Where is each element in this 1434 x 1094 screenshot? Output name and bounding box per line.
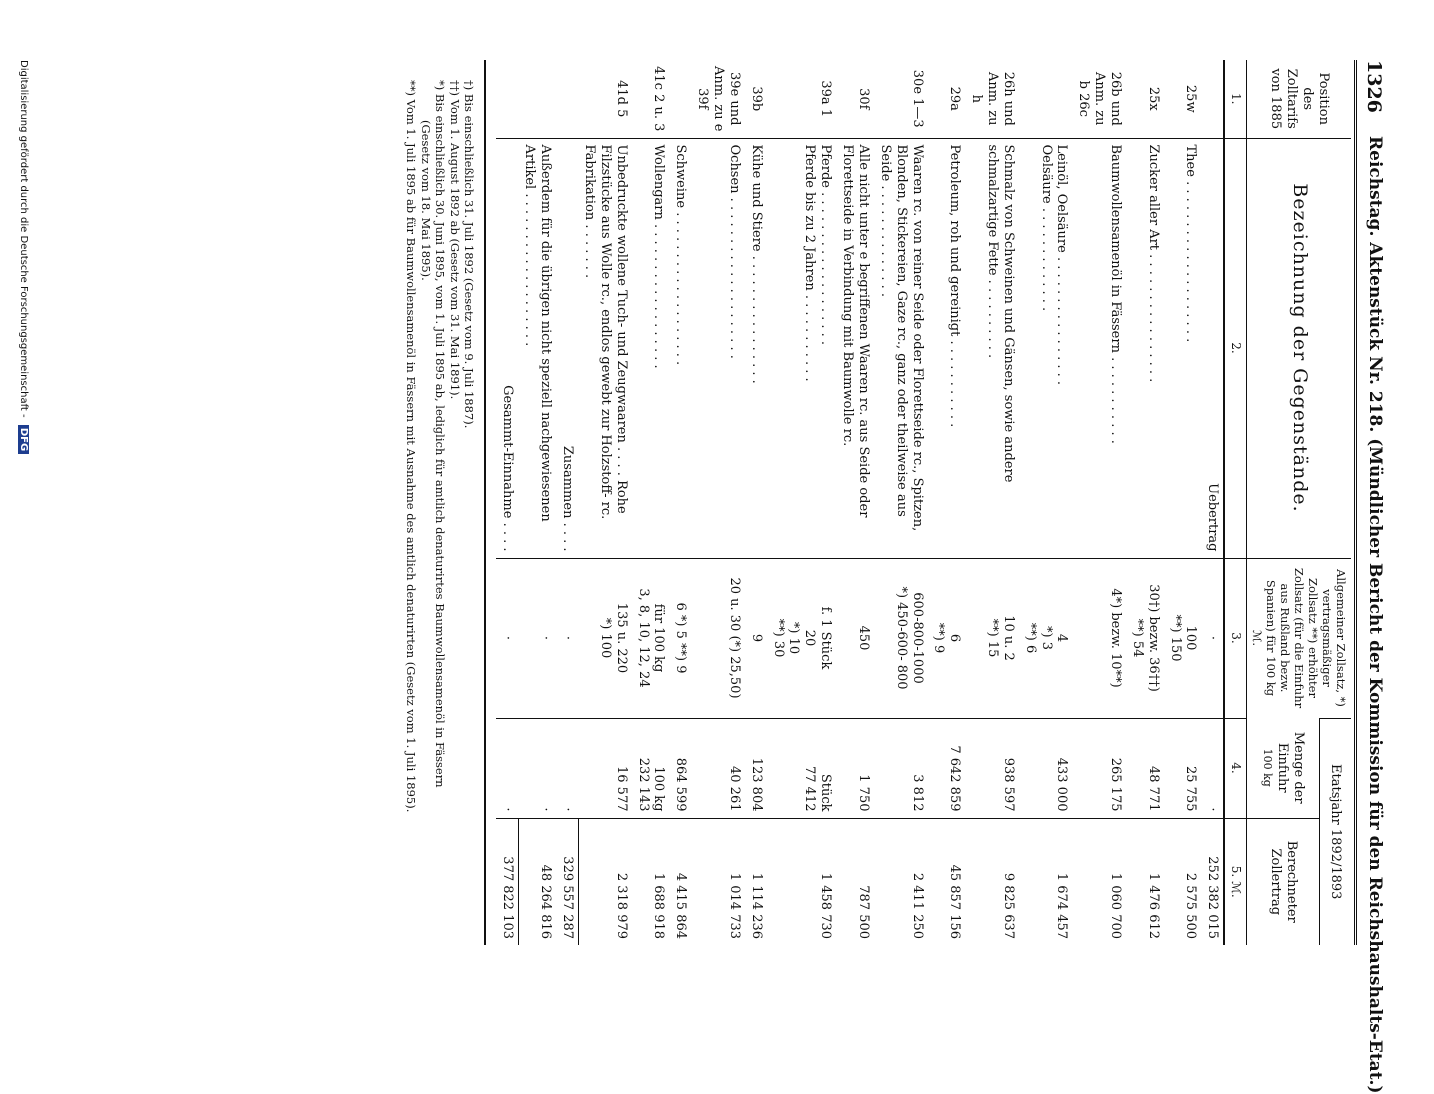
position-cell: 41c 2 u. 3	[651, 66, 667, 132]
table-row	[632, 60, 670, 945]
yield-cell: 1 060 700	[1072, 818, 1126, 945]
total-col4: ·	[496, 718, 518, 818]
rate-cell: f. 1 Stück 20 *) 10 **) 30	[767, 558, 836, 718]
total-yield: 377 822 103	[496, 818, 518, 945]
table-row	[767, 60, 836, 945]
position-cell: 26b und Anm. zu b 26c	[1076, 71, 1123, 126]
sum-yield: 329 557 287	[556, 818, 578, 945]
others-col4: ·	[518, 718, 556, 818]
quantity-cell: 433 000	[1019, 718, 1073, 818]
others-label: Außerdem für die übrigen nicht speziell nachgewiesenen Artikel . . . . . . . . . . . . . . . . . . .	[518, 138, 556, 558]
col1-header: Position des Zolltarifs von 1885	[1246, 60, 1351, 138]
header-rule	[1354, 60, 1357, 945]
position-cell: 30f	[855, 88, 871, 110]
description-cell: Schmalz von Schweinen und Gänsen, sowie andere schmalzartige Fette . . . . . . . . . .	[965, 138, 1019, 558]
table-row	[1072, 60, 1126, 945]
col4-header-unit: 100 kg	[1260, 748, 1274, 787]
quantity-cell: Stück 77 412	[767, 718, 836, 818]
yield-cell: 787 500	[836, 818, 874, 945]
yield-cell: 1 476 612	[1126, 818, 1164, 945]
yield-cell: 1 014 733	[691, 818, 745, 945]
yield-cell: 2 318 979	[578, 818, 632, 945]
table-row	[928, 60, 966, 945]
rate-cell: 135 u. 220 *) 100	[578, 558, 632, 718]
footnotes	[404, 80, 476, 940]
table-row	[836, 60, 874, 945]
col3-header-text: Allgemeiner Zollsatz, *) vertragsmäßiger Zollsatz **) erhöhter Zollsatz (für die Einfuhr aus Rußland bezw. Spanien) für 100 kg	[1263, 567, 1348, 709]
description-cell: Alle nicht unter e begriffenen Waaren rc. aus Seide oder Florettseide in Verbindung mit Baumwolle rc.	[836, 138, 874, 558]
col4-header-text: Menge der Einfuhr	[1274, 731, 1306, 804]
rate-cell: 9	[745, 558, 767, 718]
quantity-cell: 3 812	[874, 718, 928, 818]
table-row	[1164, 60, 1202, 945]
col-number-4: 4.	[1224, 718, 1246, 818]
table-row	[691, 60, 745, 945]
position-cell: 26h und Anm. zu h	[969, 71, 1016, 126]
carry-over-row	[1201, 60, 1224, 945]
position-cell	[669, 60, 691, 138]
quantity-cell: 40 261	[691, 718, 745, 818]
col3-header	[1246, 558, 1351, 718]
description-cell: Baumwollensamenöl in Fässern . . . . . . . . . . .	[1072, 138, 1126, 558]
position-cell: 30e 1—3	[909, 69, 925, 128]
description-cell: Petroleum, roh und gereinigt . . . . . . . . . . .	[928, 138, 966, 558]
yield-cell: 2 575 500	[1164, 818, 1202, 945]
yield-cell: 1 674 457	[1019, 818, 1073, 945]
yield-cell: 9 825 637	[965, 818, 1019, 945]
table-row	[1019, 60, 1073, 945]
position-cell: 39b	[748, 86, 764, 112]
rate-cell: 4 *) 3 **) 6	[1019, 558, 1073, 718]
description-cell: Thee . . . . . . . . . . . . . . . . . . . .	[1164, 138, 1202, 558]
customs-table	[496, 60, 1351, 945]
scanned-page	[17, 20, 1417, 1094]
col2-header: Bezeichnung der Gegenstände.	[1246, 138, 1351, 558]
rate-cell: für 100 kg 3, 8, 10, 12, 24	[632, 558, 670, 718]
others-col3: ·	[518, 558, 556, 718]
yield-cell: 45 857 156	[928, 818, 966, 945]
rate-cell: 20 u. 30 (*) 25,50)	[691, 558, 745, 718]
carry-over-yield: 252 382 015	[1201, 818, 1224, 945]
table-body	[578, 60, 1224, 945]
dfg-logo: DFG	[18, 425, 29, 454]
col4-header	[1246, 718, 1319, 818]
description-cell: Ochsen . . . . . . . . . . . . . . . . . . . .	[691, 138, 745, 558]
col-number-3: 3.	[1224, 558, 1246, 718]
quantity-cell: 48 771	[1126, 718, 1164, 818]
year-header: Etatsjahr 1892/1893	[1320, 718, 1351, 945]
description-cell: Zucker aller Art . . . . . . . . . . . . . . . .	[1126, 138, 1164, 558]
position-cell: 25w	[1183, 84, 1199, 113]
carry-over-col4: ·	[1201, 718, 1224, 818]
col5-header	[1246, 818, 1319, 945]
position-cell	[1019, 60, 1073, 138]
rate-cell: 600-800-1000 *) 450-600- 800	[874, 558, 928, 718]
carry-over-label: Uebertrag	[1201, 138, 1224, 558]
page-number: 1326	[1363, 60, 1385, 113]
quantity-cell: 7 642 859	[928, 718, 966, 818]
position-cell: 39e und Anm. zu e 39f	[695, 66, 742, 132]
yield-cell: 4 415 864	[669, 818, 691, 945]
total-col3: ·	[496, 558, 518, 718]
quantity-cell: 123 804	[745, 718, 767, 818]
description-cell: Wollengarn . . . . . . . . . . . . . . . . . .	[632, 138, 670, 558]
rate-cell: 450	[836, 558, 874, 718]
footnote: ††) Vom 1. August 1892 ab (Gesetz vom 31. Mai 1891).	[447, 80, 462, 400]
page-title: Reichstag. Aktenstück Nr. 218. (Mündlicher Bericht der Kommission für den Reichshaushalts-Etat.)	[1365, 136, 1385, 1094]
rate-cell: 100 **) 150	[1164, 558, 1202, 718]
table-bottom-rule	[484, 60, 486, 945]
quantity-cell: 1 750	[836, 718, 874, 818]
sum-row	[556, 60, 578, 945]
quantity-cell: 25 755	[1164, 718, 1202, 818]
col5-header-text: Berechneter Zollertrag	[1268, 840, 1299, 923]
total-label: Gesammt-Einnahme . . . .	[496, 138, 518, 558]
quantity-cell: 100 kg 232 143	[632, 718, 670, 818]
description-cell: Kühe und Stiere . . . . . . . . . . . . . . . .	[745, 138, 767, 558]
col3-header-unit: ℳ.	[1249, 630, 1264, 646]
yield-cell: 1 688 918	[632, 818, 670, 945]
position-cell: 39a 1	[818, 80, 834, 118]
quantity-cell: 16 577	[578, 718, 632, 818]
position-cell: 29a	[947, 86, 963, 111]
col-number-1: 1.	[1224, 60, 1246, 138]
position-cell: 25x	[1145, 86, 1161, 111]
rate-cell: 10 u. 2 **) 15	[965, 558, 1019, 718]
col-number-2: 2.	[1224, 138, 1246, 558]
description-cell: Pferde . . . . . . . . . . . . . . . . . . . Pferde bis zu 2 Jahren . . . . . . . . . . .	[767, 138, 836, 558]
col-number-5-text: 5.	[1228, 865, 1243, 878]
description-cell: Schweine . . . . . . . . . . . . . . . . . . .	[669, 138, 691, 558]
yield-cell: 1 114 236	[745, 818, 767, 945]
sum-col4: ·	[556, 718, 578, 818]
table-row	[669, 60, 691, 945]
digitization-credit	[18, 60, 29, 960]
others-yield: 48 264 816	[518, 818, 556, 945]
rate-cell: 30†) bezw. 36††) **) 54	[1126, 558, 1164, 718]
others-row	[518, 60, 556, 945]
rate-cell: 4*) bezw. 10**)	[1072, 558, 1126, 718]
description-cell: Leinöl, Oelsäure . . . . . . . . . . . . . . . . Oelsäure . . . . . . . . . . . . .	[1019, 138, 1073, 558]
yield-cell: 1 458 730	[767, 818, 836, 945]
table-row	[965, 60, 1019, 945]
description-cell: Unbedruckte wollene Tuch- und Zeugwaaren . . . . Rohe Filzstücke aus Wolle rc., endlos gewebt zur Holzstoff- rc. Fabrikation . . . . . . .	[578, 138, 632, 558]
quantity-cell: 265 175	[1072, 718, 1126, 818]
table-totals	[496, 60, 578, 945]
table-row	[578, 60, 632, 945]
page-header	[1355, 60, 1395, 1094]
footnote: †) Bis einschließlich 31. Juli 1892 (Gesetz vom 9. Juli 1887).	[462, 80, 476, 429]
col-number-5	[1224, 818, 1246, 945]
quantity-cell: 938 597	[965, 718, 1019, 818]
sum-col3: ·	[556, 558, 578, 718]
table-row	[1126, 60, 1164, 945]
total-row	[496, 60, 518, 945]
footnote: **) Vom 1. Juli 1895 ab für Baumwollensamenöl in Fässern mit Ausnahme des amtlich denaturirten (Gesetz vom 1. Juli 1895).	[404, 80, 419, 813]
rate-cell: 6 *) 5 **) 9	[669, 558, 691, 718]
footnote: (Gesetz vom 18. Mai 1895).	[418, 120, 433, 281]
table-row	[874, 60, 928, 945]
yield-cell: 2 411 250	[874, 818, 928, 945]
rate-cell: 6 **) 9	[928, 558, 966, 718]
position-cell: 41d 5	[613, 80, 629, 118]
carry-over-col3: ·	[1201, 558, 1224, 718]
col5-header-unit: ℳ.	[1228, 881, 1243, 898]
sum-label: Zusammen . . . .	[556, 138, 578, 558]
credit-text: Digitalisierung gefördert durch die Deutsche Forschungsgemeinschaft -	[18, 60, 29, 418]
quantity-cell: 864 599	[669, 718, 691, 818]
footnote: *) Bis einschließlich 30. Juni 1895, vom 1. Juli 1895 ab, lediglich für amtlich denaturirtes Baumwollensamenöl in Fässern	[433, 80, 448, 788]
table-row	[745, 60, 767, 945]
description-cell: Waaren rc. von reiner Seide oder Florettseide rc., Spitzen, Blonden, Stickereien, Gaze rc., ganz oder theilweise aus Seide . . . . . . . . . . . . . .	[874, 138, 928, 558]
